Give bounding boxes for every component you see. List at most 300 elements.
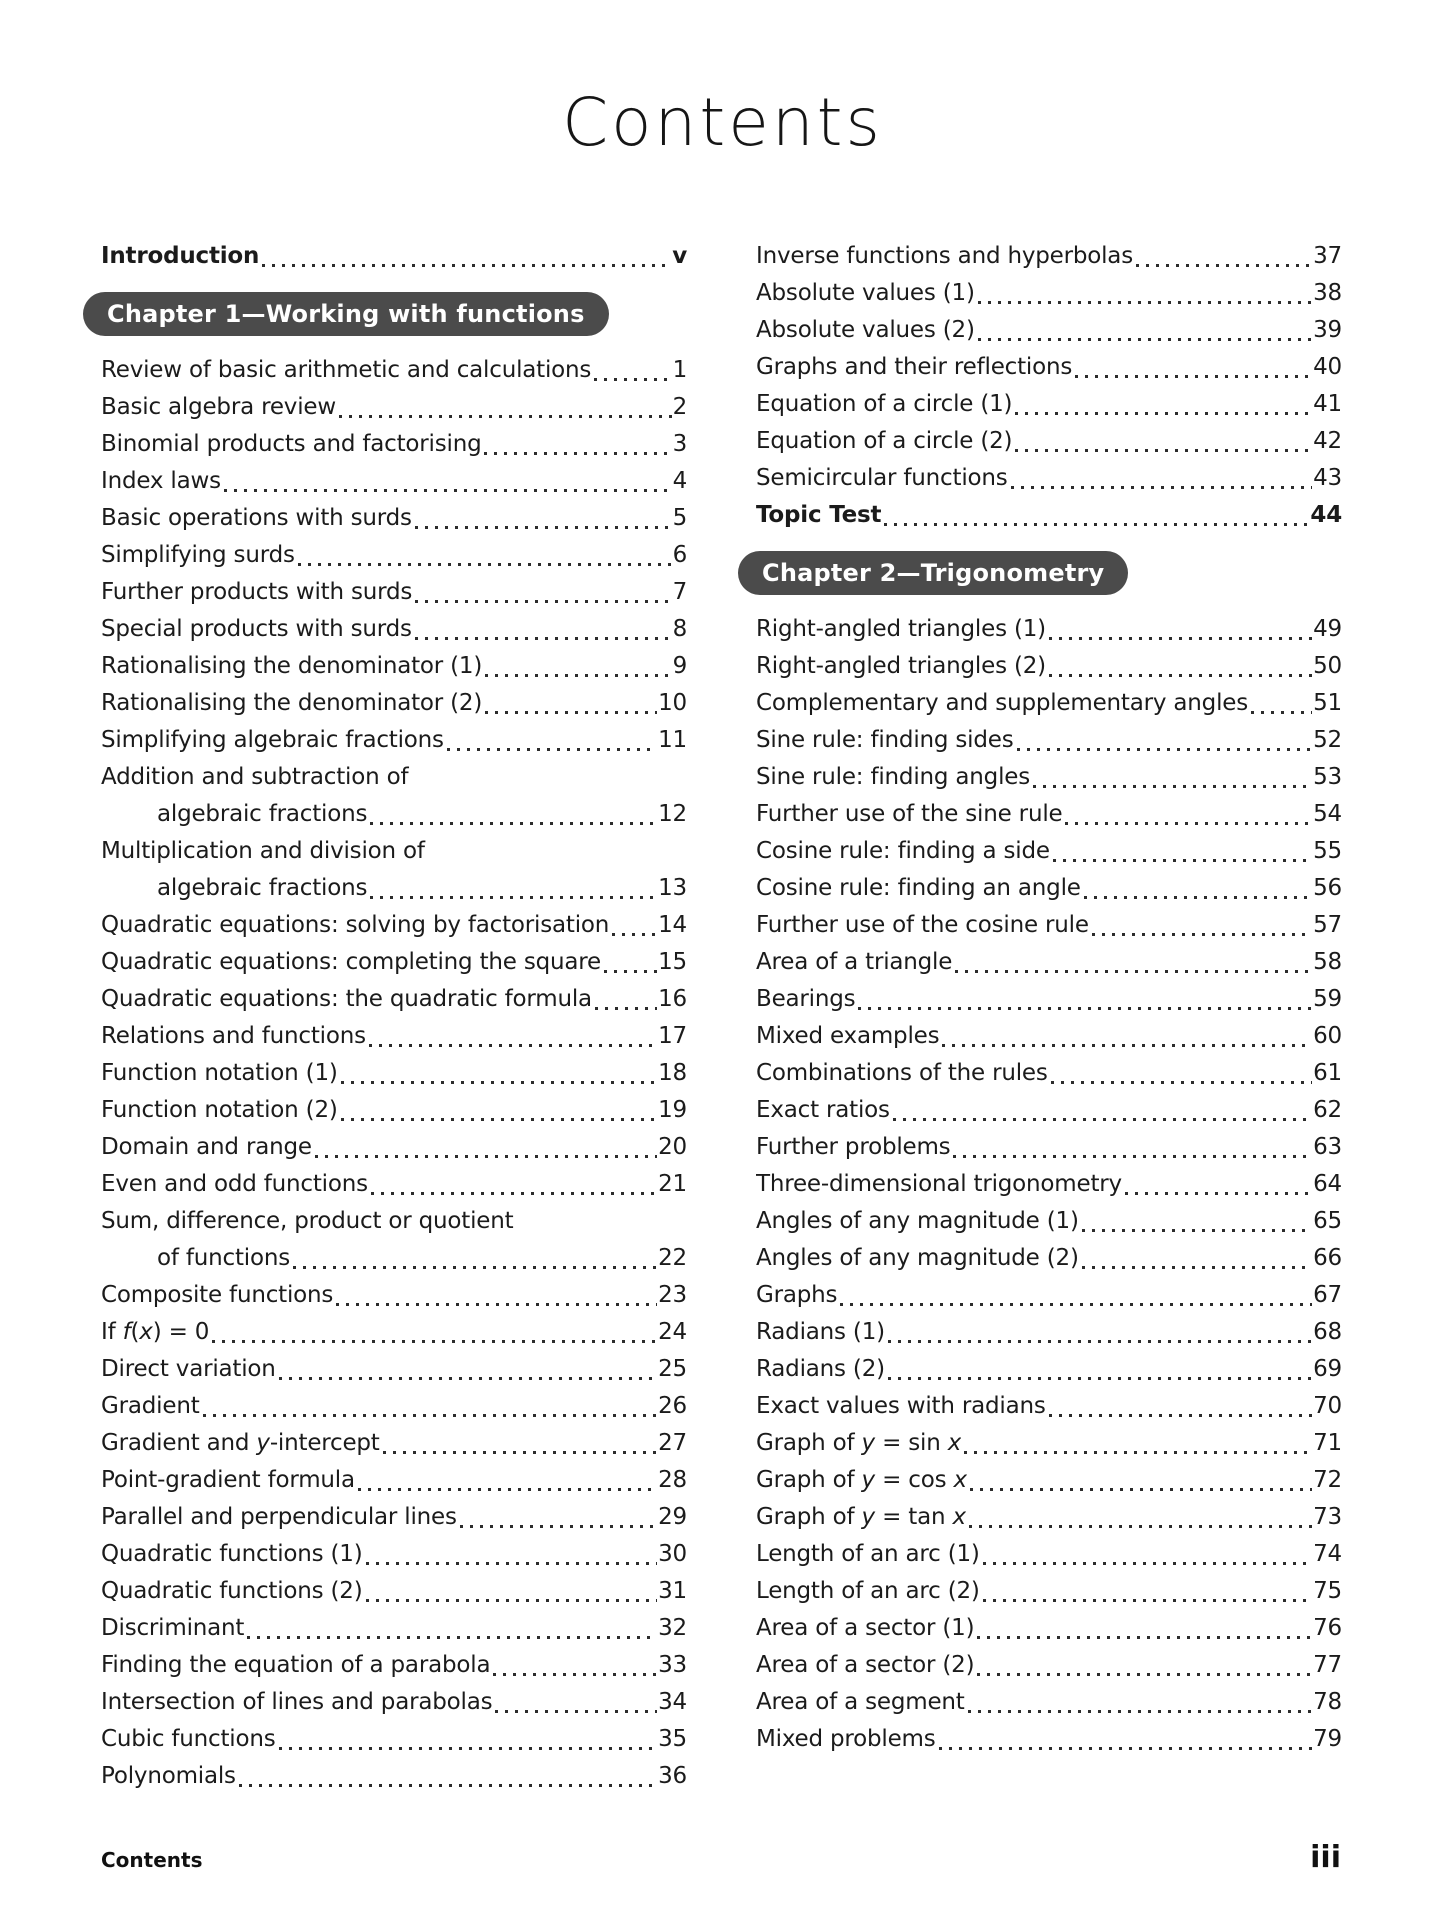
toc-entry-page: 44 [1310, 502, 1342, 528]
italic-math-symbol: y [861, 1504, 875, 1530]
toc-leader-dots [1082, 1229, 1312, 1232]
toc-entry-label [101, 944, 601, 981]
label-text: Direct variation [101, 1356, 276, 1382]
toc-entry-page: 15 [658, 949, 687, 975]
label-text: Even and odd functions [101, 1171, 368, 1197]
toc-leader-dots [1049, 637, 1312, 640]
toc-entry-two-line [101, 833, 687, 907]
toc-entry [101, 1240, 687, 1277]
toc-leader-dots [977, 1673, 1312, 1676]
toc-entry [101, 1499, 687, 1536]
toc-entry-page: 12 [658, 801, 687, 827]
toc-entry-page: 35 [658, 1726, 687, 1752]
toc-leader-dots [341, 1118, 657, 1121]
label-text: Radians (1) [756, 1319, 885, 1345]
toc-entry-page: 52 [1313, 727, 1342, 753]
toc-entry [101, 1277, 687, 1314]
toc-leader-dots [366, 1599, 658, 1602]
label-text: Simplifying algebraic fractions [101, 727, 444, 753]
label-text: Gradient [101, 1393, 200, 1419]
toc-entry [756, 1462, 1342, 1499]
toc-entry-label [157, 870, 367, 907]
toc-entry-label [756, 349, 1072, 386]
toc-entry [756, 907, 1342, 944]
italic-math-symbol: x [139, 1319, 153, 1345]
toc-entry-label [101, 1388, 200, 1425]
toc-entry-page: 69 [1313, 1356, 1342, 1382]
label-text: Composite functions [101, 1282, 334, 1308]
label-text: Mixed examples [756, 1023, 940, 1049]
toc-entry-page: 71 [1313, 1430, 1342, 1456]
toc-leader-dots [1092, 933, 1312, 936]
toc-entry [756, 238, 1342, 275]
toc-leader-dots [888, 1377, 1312, 1380]
toc-entry-page: 61 [1313, 1060, 1342, 1086]
toc-leader-dots [279, 1747, 658, 1750]
toc-entry-label [101, 1018, 366, 1055]
toc-entry-page: 39 [1313, 317, 1342, 343]
toc-entry [101, 944, 687, 981]
label-text: Length of an arc (2) [756, 1578, 980, 1604]
toc-entry [101, 981, 687, 1018]
toc-entry-page: 57 [1313, 912, 1342, 938]
label-text: Further use of the sine rule [756, 801, 1063, 827]
toc-entry-label [101, 352, 591, 389]
toc-entry [101, 1536, 687, 1573]
toc-entry-label [756, 1240, 1079, 1277]
toc-entry-label [157, 1240, 290, 1277]
toc-entry-label-line1 [101, 833, 687, 870]
label-text: Semicircular functions [756, 465, 1008, 491]
toc-entry [101, 1166, 687, 1203]
toc-entry [101, 1610, 687, 1647]
toc-leader-dots [955, 970, 1312, 973]
toc-entry [756, 1425, 1342, 1462]
toc-entry-page: 31 [658, 1578, 687, 1604]
label-text: Absolute values (1) [756, 280, 975, 306]
toc-entry-label [101, 1499, 457, 1536]
label-text: Further products with surds [101, 579, 413, 605]
toc-entry-page: 60 [1313, 1023, 1342, 1049]
toc-entry-label [756, 1314, 885, 1351]
label-text: Right-angled triangles (1) [756, 616, 1046, 642]
toc-entry-page: 37 [1313, 243, 1342, 269]
toc-entry-label [101, 1721, 276, 1758]
toc-entry-label [101, 537, 295, 574]
toc-leader-dots [1015, 449, 1312, 452]
toc-entry [756, 1647, 1342, 1684]
label-text: Addition and subtraction of [101, 764, 409, 790]
toc-entry-label [756, 460, 1008, 497]
toc-leader-dots [415, 526, 672, 529]
toc-entry-label [756, 907, 1089, 944]
toc-entry-page: 6 [672, 542, 687, 568]
toc-entry-page: 17 [658, 1023, 687, 1049]
label-text: Area of a sector (1) [756, 1615, 975, 1641]
toc-entry [101, 722, 687, 759]
toc-entry-label [101, 1647, 490, 1684]
label-text: Index laws [101, 468, 221, 494]
toc-entry-label [101, 574, 412, 611]
label-text: Quadratic functions (1) [101, 1541, 363, 1567]
toc-entry [756, 497, 1342, 534]
toc-entry-page: 28 [658, 1467, 687, 1493]
toc-entry-label [756, 238, 1133, 275]
toc-entry-page: 70 [1313, 1393, 1342, 1419]
toc-entry [101, 1462, 687, 1499]
toc-entry-page: 42 [1313, 428, 1342, 454]
toc-entry-label [756, 1055, 1048, 1092]
toc-leader-dots [370, 896, 657, 899]
toc-entry [756, 685, 1342, 722]
toc-leader-dots [358, 1488, 657, 1491]
toc-entry-label [756, 1610, 974, 1647]
toc-entry-page: 27 [658, 1430, 687, 1456]
label-text: Inverse functions and hyperbolas [756, 243, 1133, 269]
toc-entry [756, 944, 1342, 981]
label-text: Domain and range [101, 1134, 312, 1160]
toc-leader-dots [485, 711, 657, 714]
toc-leader-dots [978, 301, 1312, 304]
label-text: Radians (2) [756, 1356, 885, 1382]
toc-leader-dots [1015, 412, 1312, 415]
toc-entry-page: 18 [658, 1060, 687, 1086]
toc-entry-label [756, 497, 881, 534]
toc-entry-page: 68 [1313, 1319, 1342, 1345]
toc-entry-label [101, 981, 592, 1018]
toc-leader-dots [1082, 1266, 1312, 1269]
toc-entry-page: 43 [1313, 465, 1342, 491]
toc-entry-page: 65 [1313, 1208, 1342, 1234]
label-text: Cosine rule: finding a side [756, 838, 1050, 864]
toc-entry-page: 14 [658, 912, 687, 938]
toc-entry-label [101, 500, 412, 537]
toc-entry [756, 759, 1342, 796]
label-text: Cosine rule: finding an angle [756, 875, 1081, 901]
toc-leader-dots [371, 1192, 657, 1195]
toc-entry-page: 55 [1313, 838, 1342, 864]
toc-entry-page: 49 [1313, 616, 1342, 642]
toc-entry-label [756, 386, 1012, 423]
toc-entry [101, 238, 687, 275]
label-text: Graph of [756, 1430, 862, 1456]
toc-entry-page: 21 [658, 1171, 687, 1197]
toc-entry-label [756, 944, 952, 981]
chapter-badge-row [101, 275, 687, 352]
chapter-badge: Chapter 1—Working with functions [83, 292, 609, 336]
toc-leader-dots [983, 1599, 1312, 1602]
label-text: Sine rule: finding sides [756, 727, 1014, 753]
label-text: = tan [874, 1504, 953, 1530]
label-text: Basic operations with surds [101, 505, 412, 531]
label-text: Equation of a circle (1) [756, 391, 1013, 417]
label-text: Gradient and [101, 1430, 257, 1456]
toc-entry-label [756, 1425, 961, 1462]
label-text: Function notation (2) [101, 1097, 338, 1123]
toc-entry-label [756, 1166, 1122, 1203]
toc-leader-dots [604, 970, 657, 973]
toc-entry-page: 33 [658, 1652, 687, 1678]
toc-entry-page: 38 [1313, 280, 1342, 306]
label-text: Quadratic functions (2) [101, 1578, 363, 1604]
toc-entry [101, 1129, 687, 1166]
toc-entry [756, 1018, 1342, 1055]
label-text: Exact values with radians [756, 1393, 1046, 1419]
toc-entry-label [756, 1018, 939, 1055]
label-text: Multiplication and division of [101, 838, 425, 864]
toc-entry-label [756, 722, 1014, 759]
toc-leader-dots [1084, 896, 1312, 899]
toc-entry-label [756, 1684, 965, 1721]
label-text: -intercept [269, 1430, 380, 1456]
toc-leader-dots [415, 637, 672, 640]
toc-leader-dots [1075, 375, 1312, 378]
toc-entry-page: 59 [1313, 986, 1342, 1012]
toc-entry-label [101, 238, 259, 275]
label-text: Intersection of lines and parabolas [101, 1689, 493, 1715]
label-text: = sin [874, 1430, 948, 1456]
toc-entry-page: 32 [658, 1615, 687, 1641]
label-text: Parallel and perpendicular lines [101, 1504, 457, 1530]
toc-leader-dots [1125, 1192, 1312, 1195]
toc-entry [756, 1573, 1342, 1610]
toc-leader-dots [612, 933, 657, 936]
toc-entry [756, 1129, 1342, 1166]
toc-entry-label [101, 685, 482, 722]
label-text: Further problems [756, 1134, 951, 1160]
toc-entry-page: 41 [1313, 391, 1342, 417]
toc-leader-dots [336, 1303, 657, 1306]
toc-entry-page: 56 [1313, 875, 1342, 901]
toc-entry [756, 870, 1342, 907]
toc-entry [756, 386, 1342, 423]
toc-entry-page: 3 [672, 431, 687, 457]
toc-entry-page: 24 [658, 1319, 687, 1345]
toc-column-right [756, 238, 1342, 1795]
toc-entry-page: 53 [1313, 764, 1342, 790]
toc-entry [101, 463, 687, 500]
label-text: Sine rule: finding angles [756, 764, 1030, 790]
toc-entry [101, 574, 687, 611]
toc-entry-label [101, 1573, 363, 1610]
label-text: Point-gradient formula [101, 1467, 355, 1493]
toc-entry [756, 349, 1342, 386]
toc-leader-dots [893, 1118, 1312, 1121]
toc-entry [101, 1684, 687, 1721]
toc-leader-dots [247, 1636, 657, 1639]
toc-entry-label [101, 1684, 492, 1721]
toc-entry-label [101, 426, 481, 463]
toc-entry-label [101, 1536, 363, 1573]
italic-math-symbol: x [953, 1467, 967, 1493]
chapter-badge: Chapter 2—Trigonometry [738, 551, 1128, 595]
toc-leader-dots [970, 1488, 1312, 1491]
label-text: ) = 0 [152, 1319, 210, 1345]
toc-entry-page: 30 [658, 1541, 687, 1567]
toc-entry [101, 1018, 687, 1055]
toc-entry-page: 4 [672, 468, 687, 494]
toc-entry-page: v [672, 243, 687, 269]
toc-leader-dots [370, 822, 657, 825]
label-text: Angles of any magnitude (1) [756, 1208, 1079, 1234]
toc-entry-page: 2 [672, 394, 687, 420]
label-text: If [101, 1319, 123, 1345]
chapter-badge-row [756, 534, 1342, 611]
toc-entry-label [756, 759, 1030, 796]
toc-entry-label [101, 907, 609, 944]
label-text: Area of a segment [756, 1689, 965, 1715]
toc-entry [756, 460, 1342, 497]
toc-entry [101, 796, 687, 833]
label-text: Review of basic arithmetic and calculations [101, 357, 592, 383]
toc-entry-page: 77 [1313, 1652, 1342, 1678]
toc-leader-dots [239, 1784, 657, 1787]
toc-entry-page: 63 [1313, 1134, 1342, 1160]
toc-entry-label [756, 1721, 936, 1758]
toc-entry-label [101, 1610, 244, 1647]
toc-leader-dots [1053, 859, 1312, 862]
toc-entry-page: 34 [658, 1689, 687, 1715]
page-title: Contents [562, 84, 883, 161]
toc-entry [101, 611, 687, 648]
toc-entry-label [101, 1425, 380, 1462]
label-text: Complementary and supplementary angles [756, 690, 1248, 716]
toc-leader-dots [1033, 785, 1312, 788]
toc-entry [101, 907, 687, 944]
toc-leader-dots [1011, 486, 1313, 489]
toc-entry-label [756, 1536, 980, 1573]
toc-entry [756, 1166, 1342, 1203]
toc-leader-dots [1049, 674, 1312, 677]
toc-entry [756, 833, 1342, 870]
toc-entry [756, 312, 1342, 349]
label-text: Area of a triangle [756, 949, 953, 975]
toc-entry-page: 78 [1313, 1689, 1342, 1715]
toc-leader-dots [964, 1451, 1312, 1454]
toc-entry-page: 26 [658, 1393, 687, 1419]
toc-entry-page: 13 [658, 875, 687, 901]
toc-entry-label [101, 1166, 368, 1203]
toc-entry [101, 426, 687, 463]
toc-leader-dots [978, 338, 1312, 341]
toc-leader-dots [968, 1710, 1313, 1713]
toc-entry-label [756, 870, 1081, 907]
toc-entry [756, 1092, 1342, 1129]
toc-leader-dots [495, 1710, 657, 1713]
toc-entry-page: 76 [1313, 1615, 1342, 1641]
toc-entry [101, 685, 687, 722]
toc-entry-label [101, 722, 444, 759]
label-text: Further use of the cosine rule [756, 912, 1089, 938]
toc-leader-dots [939, 1747, 1313, 1750]
toc-leader-dots [203, 1414, 658, 1417]
toc-leader-dots [594, 378, 671, 381]
toc-entry-page: 1 [672, 357, 687, 383]
toc-entry [756, 1277, 1342, 1314]
toc-entry-label [756, 1277, 837, 1314]
label-text: Basic algebra review [101, 394, 336, 420]
toc-entry [101, 648, 687, 685]
label-text: Sum, difference, product or quotient [101, 1208, 514, 1234]
toc-leader-dots [485, 674, 671, 677]
toc-entry-label [101, 611, 412, 648]
toc-entry [756, 796, 1342, 833]
toc-leader-dots [279, 1377, 657, 1380]
toc-entry-label [756, 1203, 1079, 1240]
toc-leader-dots [1065, 822, 1312, 825]
label-text: Rationalising the denominator (2) [101, 690, 483, 716]
toc-entry [756, 981, 1342, 1018]
toc-entry-page: 29 [658, 1504, 687, 1530]
toc-entry-label [157, 796, 367, 833]
italic-math-symbol: x [947, 1430, 962, 1456]
toc-entry [756, 1203, 1342, 1240]
toc-leader-dots [888, 1340, 1312, 1343]
italic-math-symbol: f [122, 1319, 131, 1345]
toc-leader-dots [383, 1451, 657, 1454]
toc-entry [756, 1314, 1342, 1351]
label-text: = cos [874, 1467, 954, 1493]
toc-entry-page: 25 [658, 1356, 687, 1382]
toc-leader-dots [369, 1044, 657, 1047]
toc-entry [756, 1610, 1342, 1647]
label-text: Discriminant [101, 1615, 245, 1641]
label-text: Combinations of the rules [756, 1060, 1048, 1086]
toc-entry-label [756, 423, 1012, 460]
toc-entry-page: 73 [1313, 1504, 1342, 1530]
toc-entry-label [756, 1129, 950, 1166]
label-text: Finding the equation of a parabola [101, 1652, 491, 1678]
toc-entry-label [756, 1092, 890, 1129]
toc-entry-label [101, 1462, 355, 1499]
toc-entry [756, 1240, 1342, 1277]
toc-entry [756, 1721, 1342, 1758]
label-text: Polynomials [101, 1763, 236, 1789]
label-text: Introduction [101, 243, 260, 269]
toc-leader-dots [977, 1636, 1312, 1639]
toc-entry-label [756, 1573, 980, 1610]
label-text: Length of an arc (1) [756, 1541, 980, 1567]
toc-entry-label [101, 1758, 236, 1795]
toc-entry-page: 10 [658, 690, 687, 716]
toc-entry-label [756, 1462, 967, 1499]
label-text: Quadratic equations: solving by factorisation [101, 912, 610, 938]
toc-leader-dots [447, 748, 657, 751]
toc-leader-dots [858, 1007, 1312, 1010]
toc-entry-label [101, 1092, 338, 1129]
toc-column-left [101, 238, 687, 1795]
label-text: Cubic functions [101, 1726, 276, 1752]
label-text: Relations and functions [101, 1023, 366, 1049]
toc-entry-page: 75 [1313, 1578, 1342, 1604]
toc-entry-page: 9 [672, 653, 687, 679]
label-text: algebraic fractions [157, 801, 368, 827]
toc-entry [756, 648, 1342, 685]
toc-leader-dots [942, 1044, 1312, 1047]
toc-entry [756, 1351, 1342, 1388]
toc-columns [101, 238, 1341, 1795]
toc-leader-dots [1017, 748, 1313, 751]
toc-entry-label [101, 1277, 333, 1314]
toc-entry-label [101, 389, 336, 426]
label-text: ( [130, 1319, 140, 1345]
toc-entry-page: 16 [658, 986, 687, 1012]
toc-entry-page: 19 [658, 1097, 687, 1123]
italic-math-symbol: x [952, 1504, 966, 1530]
toc-leader-dots [969, 1525, 1312, 1528]
label-text: Angles of any magnitude (2) [756, 1245, 1079, 1271]
toc-entry-label [756, 1499, 966, 1536]
